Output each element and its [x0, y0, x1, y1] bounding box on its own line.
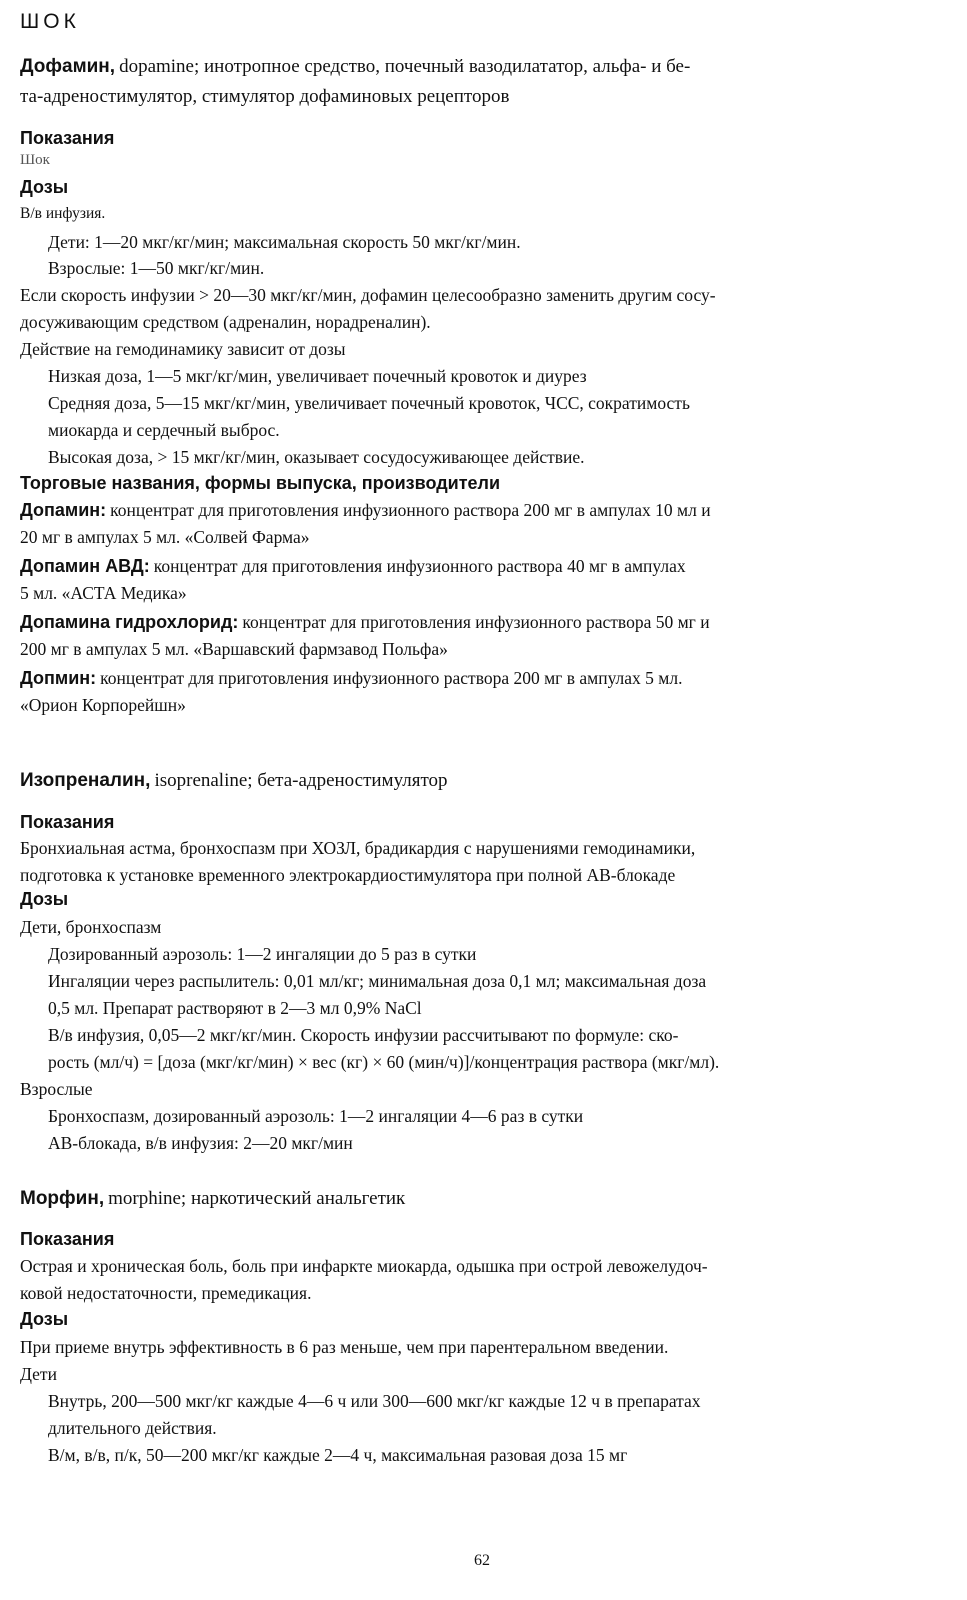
doses-text: В/в инфузия, 0,05—2 мкг/кг/мин. Скорость инфузии рассчитывают по формуле: ско- [48, 1025, 679, 1045]
indications-heading: Показания [20, 812, 115, 832]
indications-text: Острая и хроническая боль, боль при инфаркте миокарда, одышка при острой левожелудоч- [20, 1256, 708, 1276]
doses-text: Взрослые [20, 1079, 93, 1099]
trade-name: Допамин: [20, 500, 107, 520]
trade-description: концентрат для приготовления инфузионного раствора 200 мг в ампулах 10 мл и [110, 500, 711, 520]
doses-text: Дети, бронхоспазм [20, 917, 162, 937]
trade-description: концентрат для приготовления инфузионного раствора 50 мг и [242, 612, 710, 632]
dopamine-heading [20, 56, 945, 78]
trade-names-heading: Торговые названия, формы выпуска, производители [20, 473, 501, 493]
trade-name: Допамин АВД: [20, 556, 150, 576]
drug-description-cont: та-адреностимулятор, стимулятор дофаминовых рецепторов [20, 86, 510, 107]
doses-text: Высокая доза, > 15 мкг/кг/мин, оказывает сосудосуживающее действие. [48, 447, 585, 467]
doses-text: Дети [20, 1364, 57, 1384]
doses-text: Ингаляции через распылитель: 0,01 мл/кг; минимальная доза 0,1 мл; максимальная доза [48, 971, 707, 991]
doses-heading: Дозы [20, 889, 69, 909]
drug-name: Дофамин, [20, 56, 116, 77]
doses-text: Дети: 1—20 мкг/кг/мин; максимальная скорость 50 мкг/кг/мин. [48, 232, 521, 252]
drug-description: isoprenaline; бета-адреностимулятор [154, 770, 448, 791]
doses-text: 0,5 мл. Препарат растворяют в 2—3 мл 0,9% NaCl [48, 998, 422, 1018]
doses-text: Внутрь, 200—500 мкг/кг каждые 4—6 ч или 300—600 мкг/кг каждые 12 ч в препаратах [48, 1391, 701, 1411]
indications-heading: Показания [20, 128, 115, 148]
doses-text: Средняя доза, 5—15 мкг/кг/мин, увеличивает почечный кровоток, ЧСС, сократимость [48, 393, 690, 413]
morphine-heading [20, 1188, 405, 1210]
trade-name-entry [20, 612, 710, 633]
doses-text: длительного действия. [48, 1418, 217, 1438]
drug-name: Морфин, [20, 1188, 105, 1209]
doses-text: досуживающим средством (адреналин, норадреналин). [20, 312, 431, 332]
doses-heading: Дозы [20, 177, 69, 197]
drug-description: dopamine; инотропное средство, почечный вазодилататор, альфа- и бе- [119, 56, 691, 77]
drug-name: Изопреналин, [20, 770, 151, 791]
trade-description: концентрат для приготовления инфузионного раствора 200 мг в ампулах 5 мл. [100, 668, 683, 688]
doses-heading: Дозы [20, 1309, 69, 1329]
doses-text: В/м, в/в, п/к, 50—200 мкг/кг каждые 2—4 ч, максимальная разовая доза 15 мг [48, 1445, 628, 1465]
trade-name-entry [20, 556, 686, 577]
doses-text: Дозированный аэрозоль: 1—2 ингаляции до 5 раз в сутки [48, 944, 477, 964]
trade-name-entry [20, 500, 711, 521]
trade-name: Допамина гидрохлорид: [20, 612, 239, 632]
page-number: 62 [474, 1552, 490, 1569]
indications-heading: Показания [20, 1229, 115, 1249]
doses-text: Взрослые: 1—50 мкг/кг/мин. [48, 258, 265, 278]
drug-description: morphine; наркотический анальгетик [108, 1188, 406, 1209]
trade-description-cont: 20 мг в ампулах 5 мл. «Солвей Фарма» [20, 527, 310, 547]
trade-description: концентрат для приготовления инфузионного раствора 40 мг в ампулах [153, 556, 686, 576]
trade-description-cont: «Орион Корпорейшн» [20, 695, 186, 715]
indications-text: подготовка к установке временного электрокардиостимулятора при полной АВ-блокаде [20, 865, 676, 885]
doses-text: Действие на гемодинамику зависит от дозы [20, 339, 346, 359]
doses-text: В/в инфузия. [20, 205, 106, 222]
doses-text: При приеме внутрь эффективность в 6 раз меньше, чем при парентеральном введении. [20, 1337, 669, 1357]
doses-text: рость (мл/ч) = [доза (мкг/кг/мин) × вес (кг) × 60 (мин/ч)]/концентрация раствора (мкг/мл). [48, 1052, 720, 1072]
trade-name-entry [20, 668, 683, 689]
trade-description-cont: 5 мл. «АСТА Медика» [20, 583, 187, 603]
doses-text: Бронхоспазм, дозированный аэрозоль: 1—2 ингаляции 4—6 раз в сутки [48, 1106, 584, 1126]
indications-text: ковой недостаточности, премедикация. [20, 1283, 312, 1303]
doses-text: АВ-блокада, в/в инфузия: 2—20 мкг/мин [48, 1133, 353, 1153]
trade-name: Допмин: [20, 668, 97, 688]
doses-text: Если скорость инфузии > 20—30 мкг/кг/мин, дофамин целесообразно заменить другим сосу- [20, 285, 716, 305]
indications-text: Бронхиальная астма, бронхоспазм при ХОЗЛ, брадикардия с нарушениями гемодинамики, [20, 838, 696, 858]
doses-text: миокарда и сердечный выброс. [48, 420, 280, 440]
isoprenaline-heading [20, 770, 448, 792]
indications-text: Шок [20, 152, 50, 168]
doses-text: Низкая доза, 1—5 мкг/кг/мин, увеличивает почечный кровоток и диурез [48, 366, 587, 386]
section-title: ШОК [20, 10, 80, 33]
trade-description-cont: 200 мг в ампулах 5 мл. «Варшавский фармзавод Польфа» [20, 639, 448, 659]
